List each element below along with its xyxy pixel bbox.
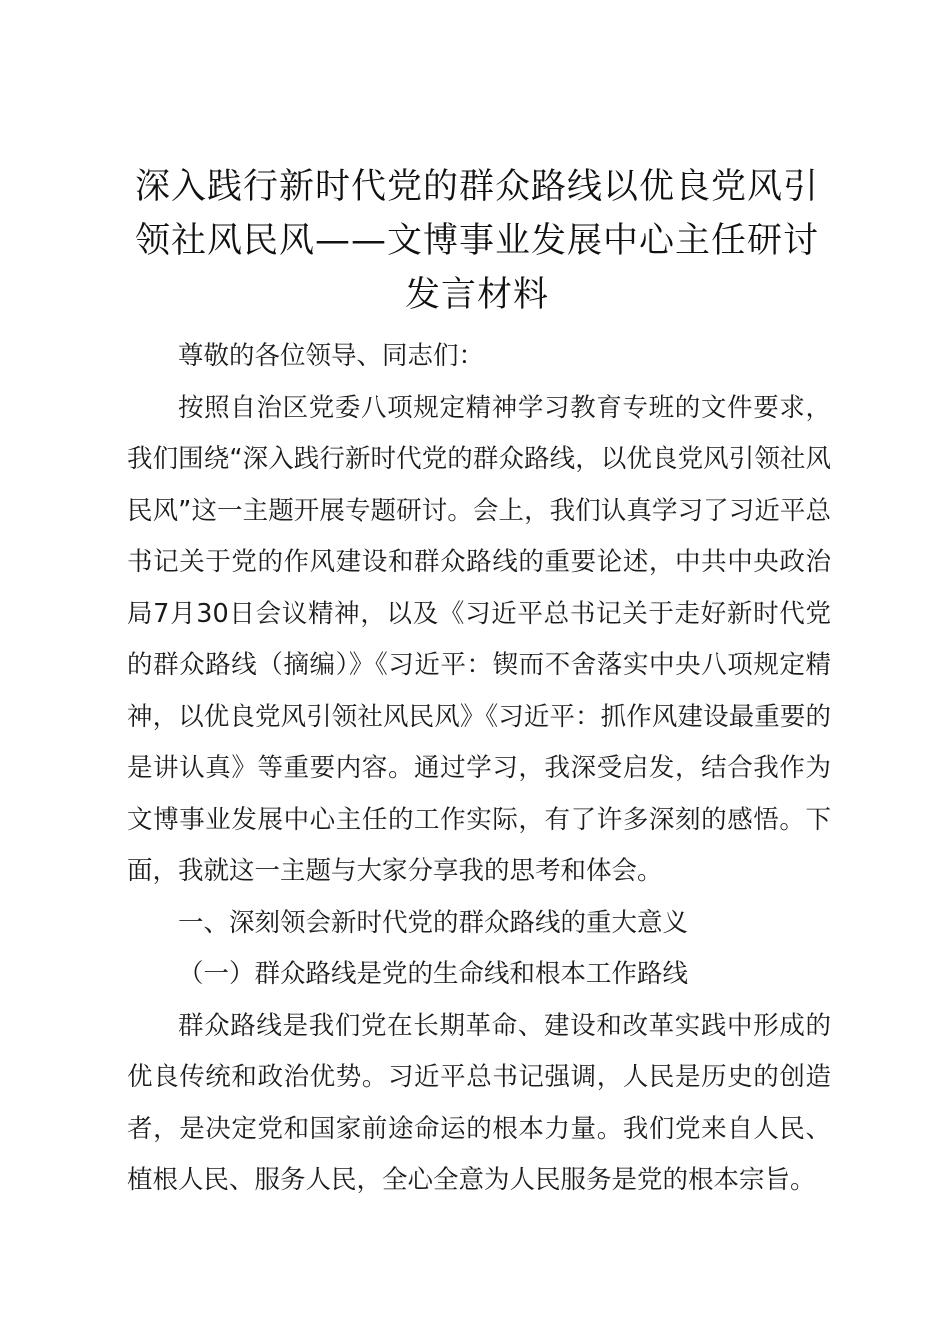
body-paragraph: 按照自治区党委八项规定精神学习教育专班的文件要求，我们围绕“深入践行新时代党的群众路线，以优良党风引领社风民风”这一主题开展专题研讨。会上，我们认真学习了习近平总书记关于党的作风建设和群众路线的重要论述，中共中央政治局7月30日会议精神，以及《习近平总书记关于走好新时代党的群众路线（摘编）》《习近平：锲而不舍落实中央八项规定精神，以优良党风引领社风民风》《习近平：抓作风建设最重要的是讲认真》等重要内容。通过学习，我深受启发，结合我作为文博事业发展中心主任的工作实际，有了许多深刻的感悟。下面，我就这一主题与大家分享我的思考和体会。 xyxy=(127,392,831,886)
document-title: 深入践行新时代党的群众路线以优良党风引领社风民风——文博事业发展中心主任研讨发言材料 xyxy=(134,167,819,315)
subsection-heading: （一）群众路线是党的生命线和根本工作路线 xyxy=(178,959,689,989)
section-heading: 一、深刻领会新时代党的群众路线的重大意义 xyxy=(178,907,689,938)
body-paragraph: 群众路线是我们党在长期革命、建设和改革实践中形成的优良传统和政治优势。习近平总书记强调，人民是历史的创造者，是决定党和国家前途命运的根本力量。我们党来自人民、植根人民、服务人民，全心全意为人民服务是党的根本宗旨。 xyxy=(127,1010,831,1195)
salutation: 尊敬的各位领导、同志们： xyxy=(178,341,485,371)
document-body xyxy=(127,331,831,1207)
